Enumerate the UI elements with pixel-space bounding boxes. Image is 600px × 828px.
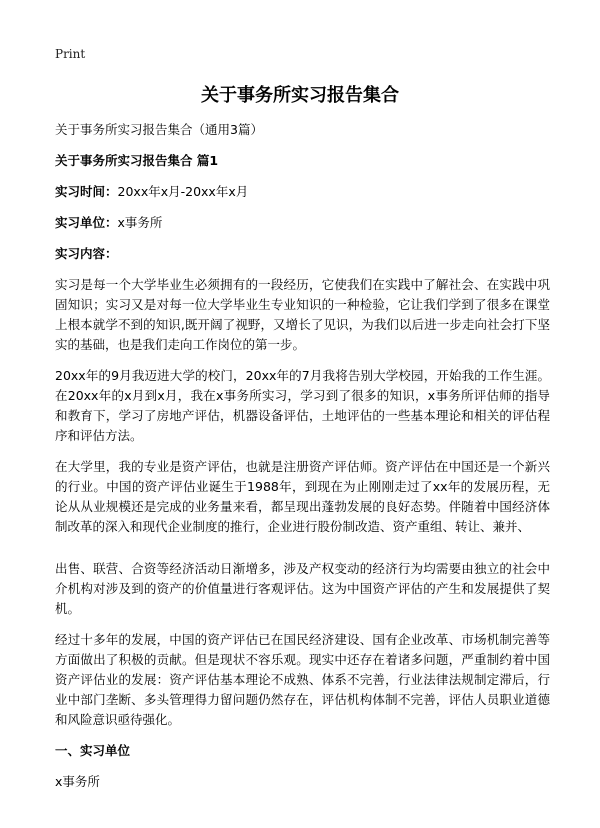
internship-unit-value: x事务所 (117, 215, 163, 230)
internship-content-label: 实习内容： (55, 246, 118, 261)
paragraph-3: 在大学里，我的专业是资产评估，也就是注册资产评估师。资产评估在中国还是一个新兴的行业。中国的资产评估业诞生于1988年，到现在为止刚刚走过了xx年的发展历程，无论从从业规模还是完成的业务量来看，都呈现出蓬勃发展的良好态势。伴随着中国经济体制改革的深入和现代企业制度的推行，企业进行股份制改造、资产重组、转让、兼并、 (55, 459, 550, 534)
subsection-heading: 一、实习单位 (55, 743, 131, 758)
document-subtitle: 关于事务所实习报告集合（通用3篇） (55, 122, 263, 137)
internship-time-label: 实习时间： (55, 184, 118, 199)
internship-unit-row (55, 213, 550, 233)
document-body (55, 120, 550, 803)
internship-unit-label: 实习单位： (55, 215, 118, 230)
section-heading: 关于事务所实习报告集合 篇1 (55, 153, 219, 168)
paragraph-5: 经过十多年的发展，中国的资产评估已在国民经济建设、国有企业改革、市场机制完善等方面做出了积极的贡献。但是现状不容乐观。现实中还存在着诸多问题，严重制约着中国资产评估业的发展：资产评估基本理论不成熟、体系不完善，行业法律法规制定滞后，行业中部门垄断、多头管理得力留问题仍然存在，评估机构体制不完善，评估人员职业道德和风险意识亟待强化。 (55, 632, 550, 727)
subsection-value: x事务所 (55, 774, 100, 789)
paragraph-2: 20xx年的9月我迈进大学的校门，20xx年的7月我将告别大学校园，开始我的工作生涯。在20xx年的x月到x月，我在x事务所实习，学习到了很多的知识，x事务所评估师的指导和教育下，学习了房地产评估，机器设备评估，土地评估的一些基本理论和相关的评估程序和评估方法。 (55, 368, 550, 443)
paragraph-4: 出售、联营、合资等经济活动日渐增多，涉及产权变动的经济行为均需要由独立的社会中介机构对涉及到的资产的价值量进行客观评估。这为中国资产评估的产生和发展提供了契机。 (55, 561, 550, 616)
internship-time-row (55, 182, 550, 202)
paragraph-1: 实习是每一个大学毕业生必须拥有的一段经历，它使我们在实践中了解社会、在实践中巩固知识；实习又是对每一位大学毕业生专业知识的一种检验，它让我们学到了很多在课堂上根本就学不到的知识,既开阔了视野，又增长了见识，为我们以后进一步走向社会打下坚实的基础，也是我们走向工作岗位的第一步。 (55, 277, 550, 352)
page-title: 关于事务所实习报告集合 (201, 85, 399, 106)
internship-time-value: 20xx年x月-20xx年x月 (117, 184, 249, 199)
print-link[interactable]: Print (55, 47, 86, 61)
